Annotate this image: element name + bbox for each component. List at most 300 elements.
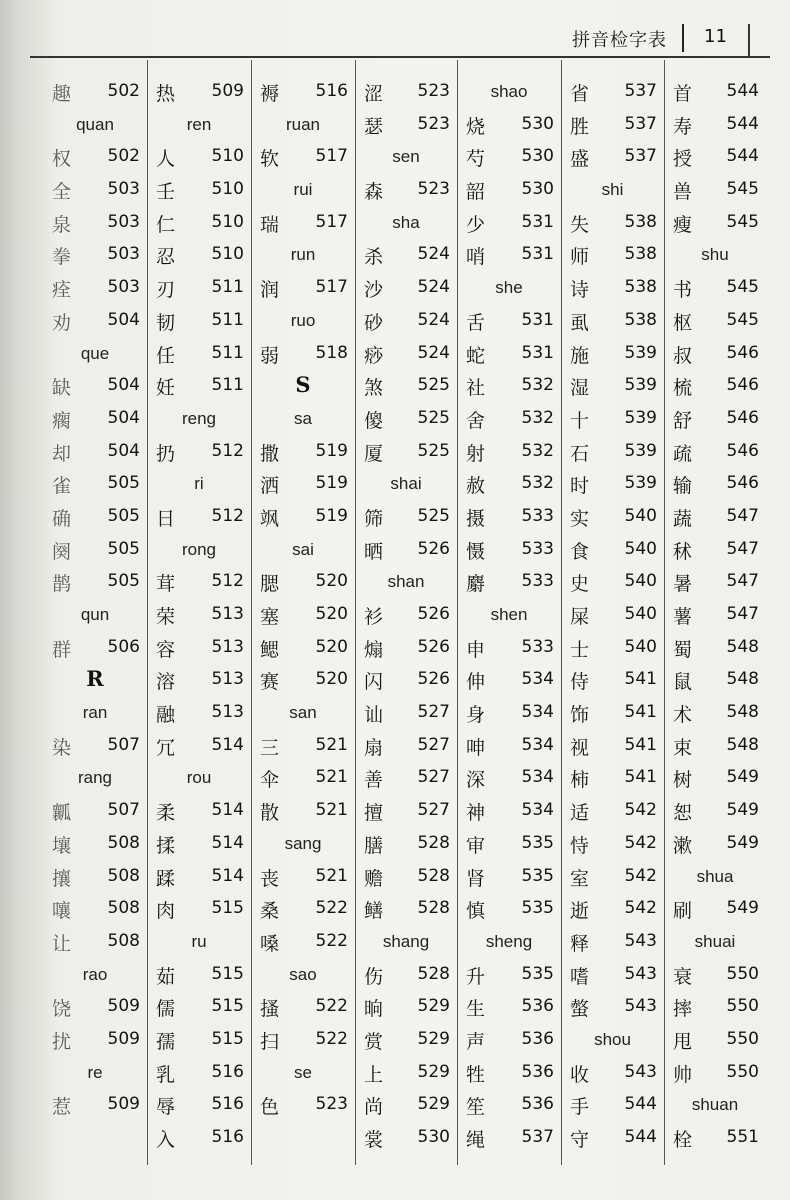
index-entry	[148, 240, 250, 273]
index-entry	[562, 698, 663, 731]
entry-character: 肾	[466, 867, 486, 890]
pinyin-heading	[665, 927, 765, 960]
entry-character: 撒	[260, 442, 280, 465]
index-entry	[252, 633, 354, 666]
entry-character: 褥	[260, 83, 280, 105]
index-entry	[252, 567, 354, 600]
entry-page-number: 515	[211, 996, 244, 1017]
entry-character: 鳃	[260, 638, 280, 661]
index-entry	[252, 502, 354, 535]
index-entry	[252, 1025, 354, 1058]
entry-character: 疏	[673, 442, 693, 465]
entry-character: 日	[156, 507, 176, 530]
entry-character: 侍	[570, 671, 590, 694]
index-entry	[356, 731, 456, 764]
entry-page-number: 524	[417, 277, 450, 298]
entry-character: 呻	[466, 736, 486, 759]
entry-character: 飒	[260, 507, 280, 530]
entry-character: 湿	[570, 377, 590, 400]
index-entry	[562, 960, 663, 993]
pinyin-syllable: shao	[490, 82, 528, 101]
pinyin-syllable: sang	[284, 833, 322, 853]
entry-page-number: 538	[624, 211, 657, 232]
entry-page-number: 526	[417, 669, 450, 690]
entry-character: 射	[466, 442, 486, 465]
entry-character: 秫	[673, 540, 693, 563]
entry-character: 暑	[673, 573, 693, 596]
entry-character: 兽	[673, 181, 693, 204]
entry-page-number: 537	[521, 1127, 554, 1147]
pinyin-syllable: shuai	[694, 931, 736, 951]
entry-page-number: 510	[211, 146, 244, 167]
entry-page-number: 511	[211, 342, 244, 363]
index-entry	[148, 502, 250, 535]
entry-character: 儒	[156, 998, 176, 1021]
entry-page-number: 503	[107, 244, 140, 265]
index-entry	[562, 1090, 663, 1123]
entry-character: 善	[364, 769, 384, 792]
entry-page-number: 526	[417, 604, 450, 624]
entry-character: 嗜	[570, 965, 590, 988]
entry-character: 麝	[466, 573, 486, 596]
entry-character: 塞	[260, 606, 280, 628]
entry-page-number: 527	[417, 800, 450, 821]
entry-character: 腮	[260, 573, 280, 596]
entry-page-number: 523	[417, 179, 450, 200]
entry-character: 色	[260, 1096, 280, 1119]
entry-page-number: 538	[624, 309, 657, 330]
pinyin-heading	[665, 240, 765, 273]
entry-page-number: 548	[726, 734, 759, 755]
index-entry	[356, 698, 456, 731]
index-entry	[356, 535, 456, 568]
entry-page-number: 509	[211, 81, 244, 101]
index-entry	[356, 862, 456, 895]
entry-character: 确	[52, 507, 72, 530]
header-rule-end	[748, 24, 750, 58]
entry-character: 收	[570, 1063, 590, 1086]
entry-page-number: 511	[211, 375, 244, 396]
entry-page-number: 545	[726, 277, 759, 298]
entry-character: 群	[52, 638, 72, 661]
entry-character: 刃	[156, 279, 176, 302]
entry-character: 士	[570, 638, 590, 661]
entry-character: 扇	[364, 736, 384, 759]
index-entry	[148, 1090, 250, 1123]
entry-page-number: 531	[521, 309, 554, 330]
pinyin-heading	[148, 535, 250, 568]
index-entry	[356, 404, 456, 437]
index-entry	[252, 927, 354, 960]
entry-page-number: 529	[417, 1061, 450, 1082]
entry-page-number: 514	[211, 832, 244, 853]
entry-character: 师	[570, 246, 590, 269]
entry-character: 蔬	[673, 507, 693, 530]
index-entry	[665, 469, 765, 502]
index-entry	[252, 208, 354, 241]
index-entry	[44, 796, 146, 829]
entry-page-number: 522	[315, 1028, 348, 1049]
index-entry	[148, 273, 250, 306]
entry-character: 三	[260, 736, 280, 759]
pinyin-syllable: sheng	[485, 931, 533, 951]
entry-page-number: 530	[521, 113, 554, 134]
index-entry	[148, 665, 250, 698]
index-entry	[458, 1090, 560, 1123]
pinyin-syllable: ruo	[290, 310, 316, 330]
index-entry	[356, 77, 456, 110]
pinyin-syllable: ren	[186, 114, 212, 134]
index-entry	[458, 698, 560, 731]
section-letter: S	[295, 372, 311, 398]
index-entry	[562, 796, 663, 829]
entry-character: 扰	[52, 1030, 72, 1053]
index-entry	[665, 796, 765, 829]
entry-page-number: 534	[521, 800, 554, 821]
entry-character: 煞	[364, 377, 384, 400]
entry-page-number: 516	[211, 1061, 244, 1082]
entry-character: 手	[570, 1096, 590, 1119]
index-entry	[665, 175, 765, 208]
index-entry	[148, 600, 250, 633]
entry-page-number: 548	[726, 636, 759, 657]
index-entry	[665, 404, 765, 437]
pinyin-syllable: shi	[601, 180, 624, 200]
pinyin-heading	[356, 567, 456, 600]
index-entry	[458, 469, 560, 502]
entry-character: 盛	[570, 148, 590, 171]
entry-character: 虱	[570, 311, 590, 334]
index-entry	[252, 273, 354, 306]
entry-page-number: 508	[107, 865, 140, 886]
entry-character: 瓤	[52, 802, 72, 825]
entry-character: 室	[570, 867, 590, 890]
entry-character: 权	[52, 148, 72, 171]
index-entry	[356, 894, 456, 927]
pinyin-heading	[44, 339, 146, 372]
entry-character: 韶	[466, 181, 486, 204]
pinyin-syllable: sao	[289, 964, 317, 984]
index-column	[458, 77, 560, 1167]
index-entry	[665, 273, 765, 306]
entry-character: 摄	[466, 507, 486, 530]
index-entry	[356, 796, 456, 829]
entry-character: 辱	[156, 1096, 176, 1119]
entry-character: 桑	[260, 900, 280, 923]
entry-page-number: 544	[726, 146, 759, 167]
entry-character: 赛	[260, 671, 280, 694]
entry-character: 上	[364, 1063, 384, 1086]
index-entry	[665, 1123, 765, 1156]
entry-page-number: 519	[315, 473, 348, 494]
entry-character: 首	[673, 83, 693, 105]
entry-page-number: 512	[211, 505, 244, 526]
index-entry	[458, 1123, 560, 1156]
entry-character: 适	[570, 802, 590, 825]
index-entry	[665, 1025, 765, 1058]
entry-page-number: 509	[107, 996, 140, 1017]
entry-character: 茹	[156, 965, 176, 988]
index-entry	[252, 862, 354, 895]
index-entry	[458, 992, 560, 1025]
pinyin-syllable: shua	[696, 866, 734, 886]
entry-page-number: 519	[315, 505, 348, 526]
entry-character: 惹	[52, 1096, 72, 1119]
entry-page-number: 524	[417, 309, 450, 330]
entry-character: 赦	[466, 475, 486, 498]
pinyin-syllable: shen	[490, 605, 528, 624]
entry-page-number: 532	[521, 375, 554, 396]
index-entry	[562, 339, 663, 372]
entry-page-number: 521	[315, 865, 348, 886]
entry-character: 膳	[364, 834, 384, 857]
entry-page-number: 534	[521, 767, 554, 788]
entry-page-number: 537	[624, 146, 657, 167]
index-entry	[44, 273, 146, 306]
entry-page-number: 530	[521, 179, 554, 200]
entry-character: 栓	[673, 1129, 693, 1151]
pinyin-heading	[356, 469, 456, 502]
entry-page-number: 525	[417, 505, 450, 526]
index-entry	[44, 502, 146, 535]
pinyin-heading	[252, 960, 354, 993]
index-entry	[665, 142, 765, 175]
entry-character: 烧	[466, 115, 486, 138]
index-entry	[148, 175, 250, 208]
index-entry	[665, 665, 765, 698]
entry-page-number: 529	[417, 996, 450, 1017]
pinyin-syllable: se	[294, 1062, 312, 1082]
index-entry	[44, 862, 146, 895]
entry-page-number: 525	[417, 407, 450, 428]
entry-character: 擅	[364, 802, 384, 825]
index-entry	[562, 1123, 663, 1156]
entry-character: 鳝	[364, 900, 384, 923]
index-entry	[562, 894, 663, 927]
entry-character: 全	[52, 181, 72, 204]
entry-page-number: 546	[726, 440, 759, 461]
entry-page-number: 536	[521, 1061, 554, 1082]
entry-character: 染	[52, 736, 72, 759]
entry-page-number: 540	[624, 636, 657, 657]
index-entry	[148, 77, 250, 110]
pinyin-heading	[665, 862, 765, 895]
entry-page-number: 529	[417, 1028, 450, 1049]
entry-character: 却	[52, 442, 72, 465]
pinyin-syllable: reng	[181, 408, 217, 428]
index-entry	[252, 142, 354, 175]
entry-character: 筛	[364, 507, 384, 530]
index-entry	[148, 567, 250, 600]
entry-page-number: 526	[417, 538, 450, 559]
index-entry	[562, 437, 663, 470]
entry-page-number: 531	[521, 211, 554, 232]
entry-character: 伸	[466, 671, 486, 694]
index-entry	[44, 208, 146, 241]
entry-page-number: 514	[211, 734, 244, 755]
entry-character: 痊	[52, 279, 72, 302]
index-entry	[252, 763, 354, 796]
entry-page-number: 513	[211, 702, 244, 723]
entry-page-number: 520	[315, 669, 348, 690]
entry-character: 枢	[673, 311, 693, 334]
pinyin-syllable: sai	[292, 539, 314, 559]
entry-character: 洒	[260, 475, 280, 498]
index-entry	[458, 175, 560, 208]
pinyin-syllable: shu	[701, 245, 729, 265]
index-entry	[665, 731, 765, 764]
index-entry	[562, 469, 663, 502]
entry-character: 嗓	[260, 932, 280, 955]
entry-page-number: 527	[417, 702, 450, 723]
header-rule	[30, 56, 770, 58]
entry-character: 身	[466, 704, 486, 727]
index-entry	[44, 535, 146, 568]
entry-character: 视	[570, 736, 590, 759]
entry-page-number: 546	[726, 407, 759, 428]
entry-page-number: 511	[211, 277, 244, 298]
entry-character: 饶	[52, 998, 72, 1021]
entry-character: 弱	[260, 344, 280, 367]
entry-character: 甩	[673, 1030, 693, 1053]
entry-character: 省	[570, 83, 590, 105]
entry-page-number: 540	[624, 604, 657, 624]
entry-character: 术	[673, 704, 693, 727]
entry-page-number: 513	[211, 636, 244, 657]
entry-character: 妊	[156, 377, 176, 400]
entry-page-number: 502	[107, 81, 140, 101]
index-entry	[148, 1025, 250, 1058]
index-entry	[665, 633, 765, 666]
index-column	[44, 77, 146, 1167]
entry-character: 厦	[364, 442, 384, 465]
index-entry	[252, 437, 354, 470]
index-entry	[458, 208, 560, 241]
entry-character: 社	[466, 377, 486, 400]
pinyin-heading	[252, 404, 354, 437]
index-entry	[458, 894, 560, 927]
entry-page-number: 504	[107, 309, 140, 330]
entry-page-number: 528	[417, 832, 450, 853]
index-entry	[356, 437, 456, 470]
pinyin-heading	[458, 273, 560, 306]
entry-page-number: 522	[315, 996, 348, 1017]
entry-page-number: 521	[315, 734, 348, 755]
index-entry	[458, 535, 560, 568]
index-entry	[665, 110, 765, 143]
index-entry	[252, 600, 354, 633]
pinyin-syllable: ru	[191, 931, 207, 951]
index-entry	[44, 437, 146, 470]
entry-page-number: 535	[521, 898, 554, 919]
index-entry	[44, 731, 146, 764]
index-entry	[148, 731, 250, 764]
entry-page-number: 510	[211, 211, 244, 232]
entry-page-number: 503	[107, 179, 140, 200]
pinyin-heading	[148, 110, 250, 143]
entry-page-number: 543	[624, 963, 657, 984]
index-entry	[458, 1058, 560, 1091]
index-entry	[148, 894, 250, 927]
entry-page-number: 546	[726, 342, 759, 363]
index-entry	[562, 77, 663, 110]
entry-character: 痧	[364, 344, 384, 367]
pinyin-syllable: shou	[594, 1029, 631, 1049]
pinyin-heading	[252, 110, 354, 143]
entry-page-number: 520	[315, 571, 348, 592]
pinyin-heading	[252, 535, 354, 568]
entry-character: 壬	[156, 181, 176, 204]
entry-character: 诗	[570, 279, 590, 302]
entry-page-number: 539	[624, 440, 657, 461]
pinyin-heading	[252, 306, 354, 339]
index-entry	[458, 829, 560, 862]
index-entry	[44, 1025, 146, 1058]
entry-character: 仁	[156, 213, 176, 236]
pinyin-syllable: ruan	[285, 114, 321, 134]
index-entry	[44, 175, 146, 208]
index-entry	[44, 371, 146, 404]
entry-page-number: 547	[726, 505, 759, 526]
entry-page-number: 539	[624, 473, 657, 494]
index-entry	[665, 437, 765, 470]
entry-character: 雀	[52, 475, 72, 498]
entry-page-number: 525	[417, 440, 450, 461]
index-entry	[356, 1025, 456, 1058]
entry-character: 寿	[673, 115, 693, 138]
entry-character: 授	[673, 148, 693, 171]
index-entry	[44, 77, 146, 110]
pinyin-heading	[665, 1090, 765, 1123]
entry-character: 胜	[570, 115, 590, 138]
index-entry	[665, 829, 765, 862]
entry-character: 搔	[260, 998, 280, 1021]
index-entry	[148, 862, 250, 895]
entry-page-number: 538	[624, 277, 657, 298]
index-entry	[44, 469, 146, 502]
entry-page-number: 534	[521, 734, 554, 755]
index-entry	[148, 960, 250, 993]
entry-page-number: 539	[624, 375, 657, 396]
index-entry	[44, 567, 146, 600]
entry-character: 恃	[570, 834, 590, 857]
entry-page-number: 542	[624, 898, 657, 919]
entry-character: 舒	[673, 409, 693, 432]
index-entry	[458, 142, 560, 175]
entry-character: 扔	[156, 442, 176, 465]
entry-page-number: 516	[211, 1127, 244, 1147]
index-entry	[458, 110, 560, 143]
index-entry	[148, 1058, 250, 1091]
pinyin-syllable: rong	[181, 539, 217, 559]
entry-character: 软	[260, 148, 280, 171]
entry-character: 融	[156, 704, 176, 727]
pinyin-syllable: re	[87, 1062, 103, 1082]
index-entry	[148, 371, 250, 404]
index-entry	[356, 306, 456, 339]
pinyin-heading	[252, 240, 354, 273]
entry-page-number: 528	[417, 865, 450, 886]
entry-page-number: 504	[107, 407, 140, 428]
entry-character: 泉	[52, 213, 72, 236]
pinyin-heading	[44, 960, 146, 993]
entry-page-number: 544	[624, 1127, 657, 1147]
pinyin-syllable: shuan	[691, 1095, 739, 1115]
entry-character: 冗	[156, 736, 176, 759]
entry-character: 失	[570, 213, 590, 236]
entry-page-number: 549	[726, 832, 759, 853]
entry-page-number: 543	[624, 996, 657, 1017]
